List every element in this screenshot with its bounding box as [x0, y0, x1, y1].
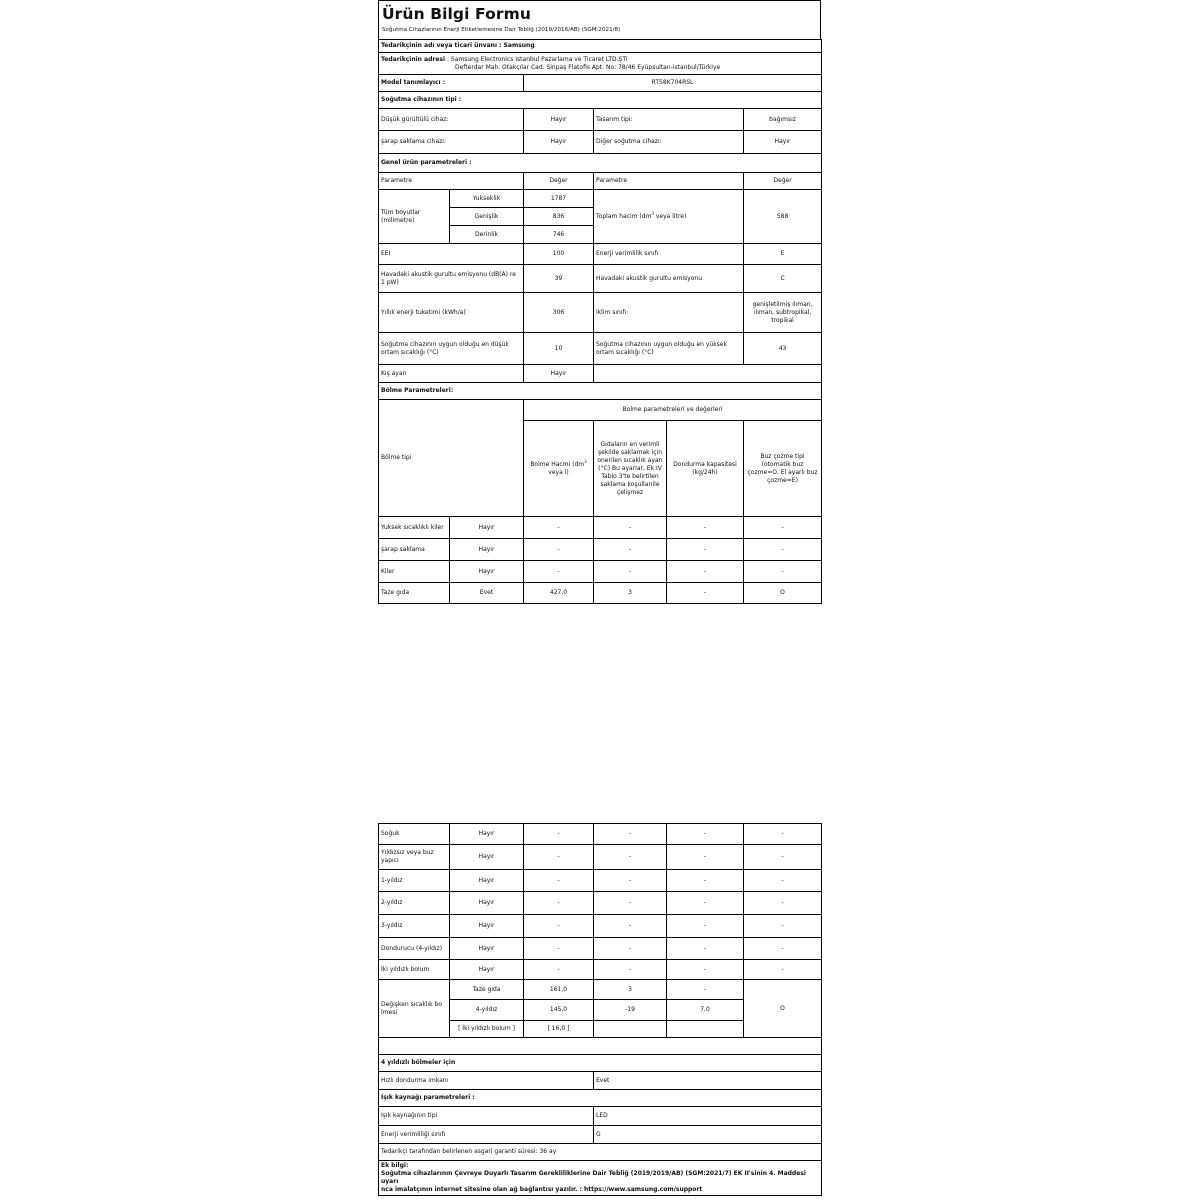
compartment-volume-header: Bolme Hacmi ($dm^3$ veya l) — [524, 421, 594, 517]
compartment-freeze: - — [667, 892, 744, 915]
low-noise-value: Hayır — [524, 109, 594, 131]
compartment-temp: - — [594, 561, 667, 583]
noise-emission-value: 39 — [524, 265, 594, 293]
compartment-freeze: - — [667, 561, 744, 583]
compartment-row — [379, 892, 822, 915]
compartment-temp: - — [594, 915, 667, 938]
compartment-temp: - — [594, 517, 667, 539]
noise-class-value: C — [744, 265, 822, 293]
product-info-table-1 — [378, 39, 822, 604]
warranty-text: Tedarikçi tarafından belirlenen asgari garanti süresi: 36 ay — [379, 1144, 822, 1161]
dimensions-label: Tüm boyutlar (milimetre) — [379, 190, 450, 244]
compartment-name: şarap saklama — [379, 539, 450, 561]
compartment-freeze: - — [667, 938, 744, 960]
compartment-freeze: - — [667, 915, 744, 938]
compartment-defrost: - — [744, 561, 822, 583]
compartment-volume: - — [524, 561, 594, 583]
model-value: RT58K704RSL — [524, 75, 822, 92]
compartment-freeze: - — [667, 845, 744, 870]
min-temp-label: Soğutma cihazının uygun olduğu en düşük ortam sıcaklığı (°C) — [379, 333, 524, 365]
compartment-present: Hayır — [450, 915, 524, 938]
variable-fresh-label: Taze gıda — [450, 980, 524, 1000]
compartment-row — [379, 938, 822, 960]
compartment-row — [379, 915, 822, 938]
compartment-temp: - — [594, 892, 667, 915]
supplier-address-label: Tedarikçinin adresi — [381, 55, 446, 63]
max-temp-value: 43 — [744, 333, 822, 365]
variable-twostar-freeze — [667, 1021, 744, 1038]
spacer-row — [379, 1038, 822, 1055]
compartment-temp: - — [594, 539, 667, 561]
min-temp-value: 10 — [524, 333, 594, 365]
compartment-group-header: Bolme parametreleri ve değerleri — [524, 400, 822, 421]
annual-energy-value: 306 — [524, 293, 594, 333]
compartment-defrost: - — [744, 938, 822, 960]
compartment-name: 1-yıldız — [379, 870, 450, 892]
type-heading: Soğutma cihazının tipi : — [379, 92, 822, 109]
compartment-row — [379, 583, 822, 604]
compartment-type-header: Bölme tipi — [379, 400, 524, 517]
compartment-name: 3-yıldız — [379, 915, 450, 938]
max-temp-label: Soğutma cihazının uygun olduğu en yüksek ortam sıcaklığı (°C) — [594, 333, 744, 365]
light-type-label: Işık kaynağının tipi — [379, 1107, 594, 1126]
eei-label: EEI — [379, 244, 524, 265]
col-param-left: Parametre — [379, 173, 524, 190]
compartment-present: Hayır — [450, 960, 524, 980]
compartment-freeze: - — [667, 870, 744, 892]
compartment-volume: - — [524, 960, 594, 980]
total-volume-value: 588 — [744, 190, 822, 244]
width-value: 836 — [524, 208, 594, 226]
compartment-present: Evet — [450, 583, 524, 604]
model-label: Model tanımlayıcı : — [379, 75, 524, 92]
fast-freeze-value: Evet — [594, 1072, 822, 1090]
compartment-volume: - — [524, 892, 594, 915]
compartment-volume: - — [524, 870, 594, 892]
low-noise-label: Düşük gürültülü cihaz: — [379, 109, 524, 131]
compartment-name: Yıldızsız veya buz yapıcı — [379, 845, 450, 870]
light-class-value: G — [594, 1126, 822, 1144]
compartment-defrost: - — [744, 960, 822, 980]
light-class-label: Enerji verimliliği sınıfı — [379, 1126, 594, 1144]
compartment-row — [379, 539, 822, 561]
compartment-row — [379, 517, 822, 539]
compartment-temp: 3 — [594, 583, 667, 604]
form-title: Ürün Bilgi Formu — [382, 5, 531, 23]
climate-class-label: iklim sınıfı: — [594, 293, 744, 333]
extra-line2: nca imalatçının internet sitesine olan ağ bağlantısı yazılır. : https://www.samsung.com/support — [381, 1186, 703, 1193]
design-value: bağımsız — [744, 109, 822, 131]
depth-value: 746 — [524, 226, 594, 244]
eei-value: 100 — [524, 244, 594, 265]
col-param-right: Parametre — [594, 173, 744, 190]
compartment-name: İki yıldızlı bolum — [379, 960, 450, 980]
compartment-volume: 427,0 — [524, 583, 594, 604]
compartment-volume: - — [524, 915, 594, 938]
extra-info — [379, 1161, 822, 1196]
compartment-temp-header: Gıdaların en verimli şekilde saklamak için onerilen sıcaklık ayarı (°C) Bu ayarlar, Ek IV Tablo 3'te belirtilen saklama koşullarıile çelişmez — [594, 421, 667, 517]
compartment-temp: - — [594, 960, 667, 980]
compartment-volume: - — [524, 824, 594, 845]
compartment-freeze: - — [667, 960, 744, 980]
noise-class-label: Havadaki akustik gurultu emisyonu — [594, 265, 744, 293]
compartment-volume: - — [524, 938, 594, 960]
compartment-row — [379, 824, 822, 845]
compartment-present: Hayır — [450, 517, 524, 539]
compartment-defrost: - — [744, 870, 822, 892]
four-star-heading: 4 yıldızlı bölmeler için — [379, 1055, 822, 1072]
compartment-defrost: - — [744, 539, 822, 561]
compartment-name: Dondurucu (4-yıldız) — [379, 938, 450, 960]
height-value: 1787 — [524, 190, 594, 208]
compartment-defrost: - — [744, 892, 822, 915]
variable-fourstar-temp: -19 — [594, 1000, 667, 1021]
compartment-present: Hayır — [450, 870, 524, 892]
wine-label: şarap saklama cihazı: — [379, 131, 524, 154]
compartment-present: Hayır — [450, 539, 524, 561]
compartment-name: Soğuk — [379, 824, 450, 845]
compartment-volume: - — [524, 517, 594, 539]
light-heading: Işık kaynağı parametreleri : — [379, 1090, 822, 1107]
compartment-name: 2-yıldız — [379, 892, 450, 915]
variable-defrost: O — [744, 980, 822, 1038]
compartment-defrost: - — [744, 517, 822, 539]
compartment-volume: - — [524, 539, 594, 561]
supplier-name: Tedarikçinin adı veya ticari ünvanı : Samsung — [379, 40, 822, 53]
compartment-defrost: O — [744, 583, 822, 604]
light-type-value: LED — [594, 1107, 822, 1126]
compartment-present: Hayır — [450, 892, 524, 915]
compartment-name: Taze gıda — [379, 583, 450, 604]
compartment-present: Hayır — [450, 845, 524, 870]
compartment-temp: - — [594, 845, 667, 870]
general-heading: Genel ürün parametreleri : — [379, 154, 822, 173]
compartment-defrost: - — [744, 915, 822, 938]
form-page-1 — [378, 0, 821, 604]
compartment-name: Yuksek sıcaklıklı kiler — [379, 517, 450, 539]
variable-fresh-freeze: - — [667, 980, 744, 1000]
energy-class-label: Enerji verimlilik sınıfı — [594, 244, 744, 265]
compartment-freeze: - — [667, 583, 744, 604]
compartment-row — [379, 845, 822, 870]
other-cooling-label: Diğer soğutma cihazı: — [594, 131, 744, 154]
form-header — [378, 0, 821, 39]
compartment-temp: - — [594, 824, 667, 845]
compartment-present: Hayır — [450, 824, 524, 845]
variable-fourstar-volume: 145,0 — [524, 1000, 594, 1021]
compartment-temp: - — [594, 870, 667, 892]
variable-twostar-label: [ İki yıldızlı bolum ] — [450, 1021, 524, 1038]
supplier-address-line1: : Samsung Electronics Istanbul Pazarlama ve Ticaret LTD.ŞTi — [446, 55, 628, 63]
variable-temp-label: Değişken sıcaklık bo lmesi — [379, 980, 450, 1038]
fast-freeze-label: Hızlı dondurma imkanı — [379, 1072, 594, 1090]
depth-label: Derinlik — [450, 226, 524, 244]
supplier-address-line2: Defterdar Mah. Otakçılar Cad. Sinpaş Flatofis Apt. No: 78/46 Eyüpsultan-istanbul/Türkiye — [455, 63, 721, 71]
compartment-heading: Bölme Parametreleri: — [379, 383, 822, 400]
compartment-freeze-header: Dondurma kapasitesi (kg/24h) — [667, 421, 744, 517]
total-volume-label: Toplam hacim ($dm^3$ veya litre) — [594, 190, 744, 244]
compartment-defrost: - — [744, 824, 822, 845]
extra-heading: Ek bilgi: — [381, 1162, 409, 1169]
winter-value: Hayır — [524, 365, 594, 383]
other-cooling-value: Hayır — [744, 131, 822, 154]
compartment-freeze: - — [667, 517, 744, 539]
design-label: Tasarım tipi: — [594, 109, 744, 131]
compartment-volume: - — [524, 845, 594, 870]
variable-fresh-volume: 161,0 — [524, 980, 594, 1000]
col-value-right: Değer — [744, 173, 822, 190]
height-label: Yukseklik — [450, 190, 524, 208]
compartment-present: Hayır — [450, 561, 524, 583]
winter-label: Kış ayarı — [379, 365, 524, 383]
winter-empty — [594, 365, 822, 383]
compartment-name: Kiler — [379, 561, 450, 583]
variable-fourstar-label: 4-yıldız — [450, 1000, 524, 1021]
climate-class-value: genişletilmiş ılıman, ılıman, subtropikal, tropikal — [744, 293, 822, 333]
variable-fresh-temp: 3 — [594, 980, 667, 1000]
compartment-row — [379, 561, 822, 583]
variable-twostar-volume: [ 16,0 ] — [524, 1021, 594, 1038]
compartment-defrost: - — [744, 845, 822, 870]
compartment-defrost-header: Buz çozme tipi (otomatik buz çozme=O, El ayarlı buz çozme=E) — [744, 421, 822, 517]
wine-value: Hayır — [524, 131, 594, 154]
form-subtitle: Soğutma Cihazlarının Enerji Etiketlemesine Dair Tebliğ (2019/2016/AB) (SGM:2021/8) — [382, 27, 621, 33]
compartment-row — [379, 960, 822, 980]
compartment-freeze: - — [667, 824, 744, 845]
compartment-temp: - — [594, 938, 667, 960]
variable-fourstar-freeze: 7,0 — [667, 1000, 744, 1021]
variable-twostar-temp — [594, 1021, 667, 1038]
compartment-row — [379, 870, 822, 892]
form-page-2 — [378, 823, 821, 1196]
energy-class-value: E — [744, 244, 822, 265]
extra-line1: Soğutma cihazlarının Çevreye Duyarlı Tasarım Gerekliliklerine Dair Tebliğ (2019/2019/AB) (SGM:2021/7) EK II'sinin 4. Maddesi uyarı — [381, 1170, 806, 1185]
compartment-freeze: - — [667, 539, 744, 561]
width-label: Genişlik — [450, 208, 524, 226]
noise-emission-label: Havadaki akustik gurultu emisyonu (dB(A) re 1 pW) — [379, 265, 524, 293]
compartment-present: Hayır — [450, 938, 524, 960]
annual-energy-label: Yıllık enerji tuketimi (kWh/a) — [379, 293, 524, 333]
supplier-address — [379, 53, 822, 75]
product-info-table-2 — [378, 823, 822, 1196]
col-value-left: Değer — [524, 173, 594, 190]
